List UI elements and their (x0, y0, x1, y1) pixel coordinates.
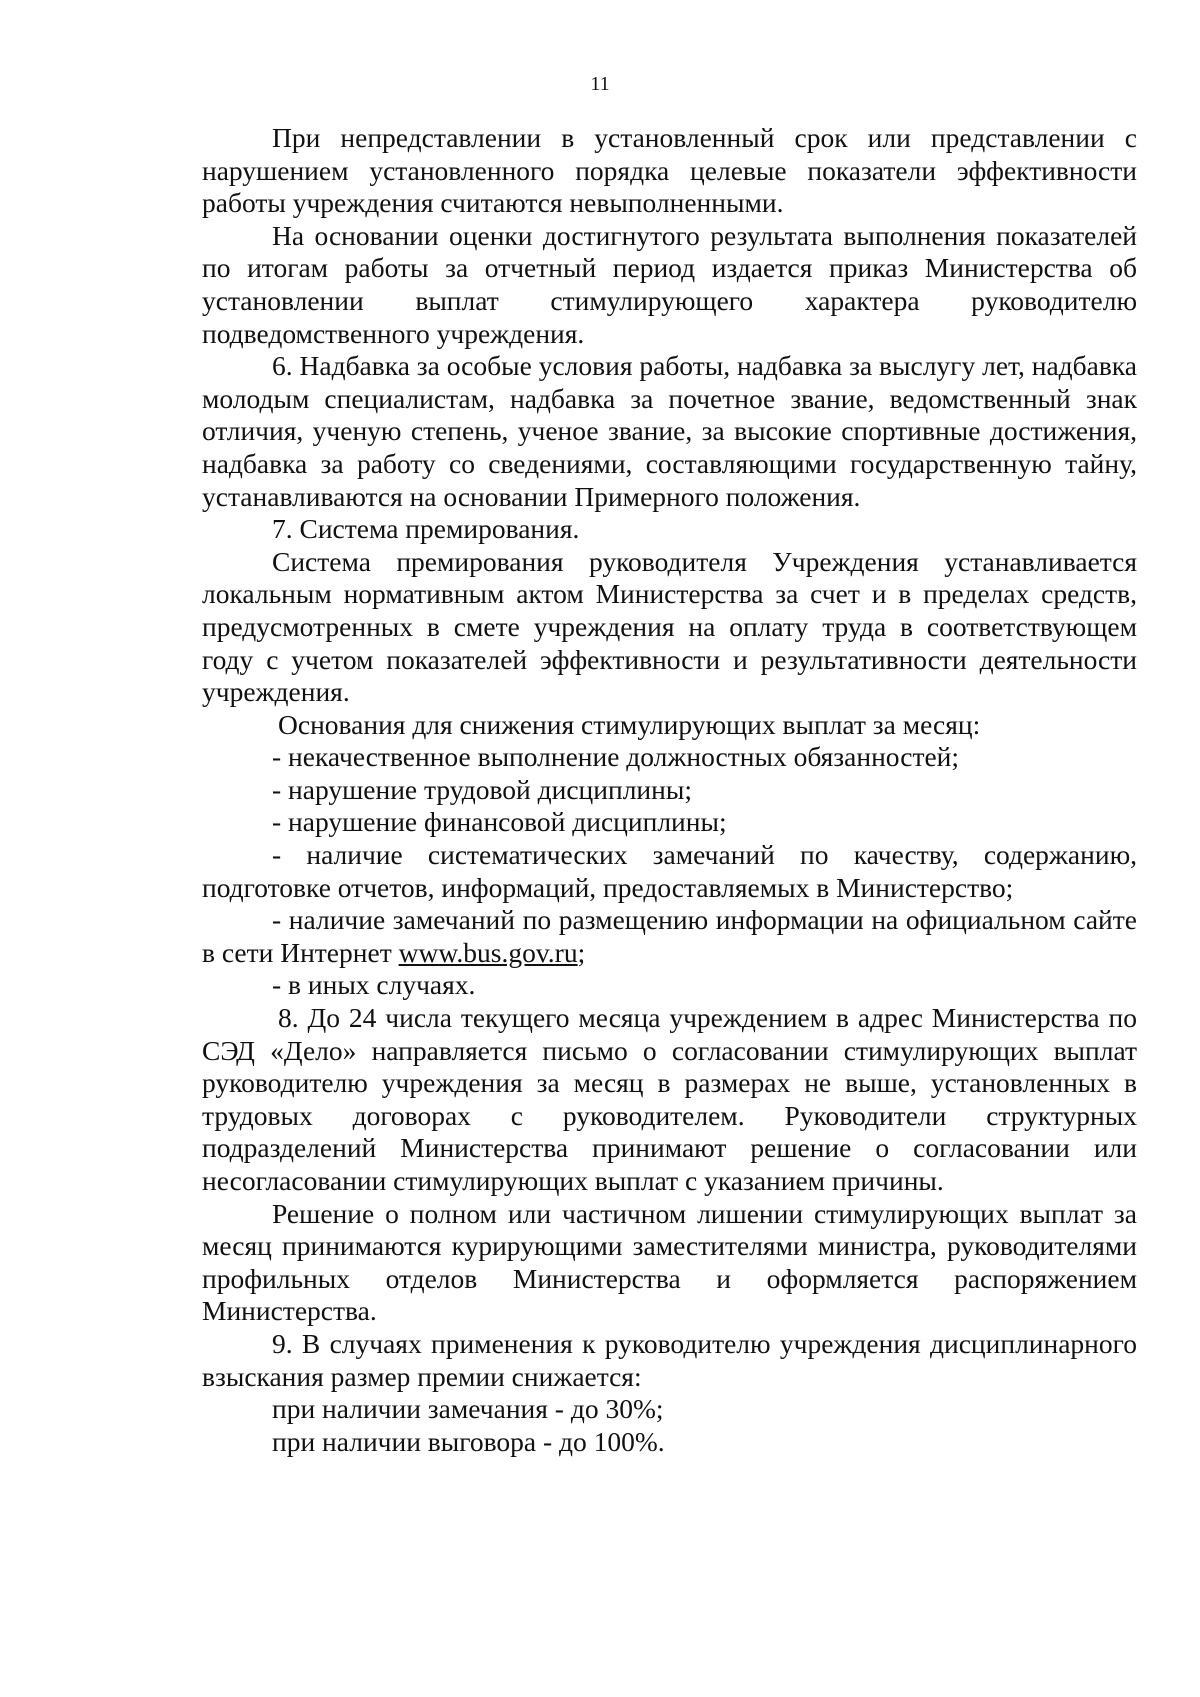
list-item-poor-performance: - некачественное выполнение должностных обязанностей; (272, 741, 960, 773)
document-body (202, 122, 1137, 1458)
list-item-other-cases: - в иных случаях. (272, 969, 476, 1001)
list-item-labor-discipline: - нарушение трудовой дисциплины; (272, 773, 692, 805)
paragraph-deprivation-decision: Решение о полном или частичном лишении стимулирующих выплат за месяц принимаются курирующими заместителями министра, руководителями профильных отделов Министерства и оформляется распоряжением Министерства. (202, 1197, 1137, 1327)
website-remarks-suffix: ; (577, 936, 586, 968)
paragraph-ministry-order: На основании оценки достигнутого результата выполнения показателей по итогам работы за отчетный период издается приказ Министерства об установлении выплат стимулирующего характера руководителю подведомственного учреждения. (202, 219, 1137, 349)
paragraph-reduction-grounds: Основания для снижения стимулирующих выплат за месяц: (278, 708, 981, 740)
paragraph-item-7-heading: 7. Система премирования. (272, 513, 580, 545)
list-item-reprimand-100: при наличии выговора - до 100%. (272, 1425, 665, 1457)
bus-gov-link[interactable]: www.bus.gov.ru (398, 936, 578, 968)
list-item-systematic-remarks: - наличие систематических замечаний по качеству, содержанию, подготовке отчетов, информаций, предоставляемых в Министерство; (202, 839, 1137, 903)
list-item-financial-discipline: - нарушение финансовой дисциплины; (272, 806, 727, 838)
paragraph-item-9-disciplinary: 9. В случаях применения к руководителю учреждения дисциплинарного взыскания размер премии снижается: (202, 1327, 1137, 1392)
list-item-remark-30: при наличии замечания - до 30%; (272, 1393, 664, 1425)
page-number: 11 (590, 73, 610, 95)
paragraph-item-6-allowances: 6. Надбавка за особые условия работы, надбавка за выслугу лет, надбавка молодым специалистам, надбавка за почетное звание, ведомственный знак отличия, ученую степень, ученое звание, за высокие спортивные достижения, надбавка за работу со сведениями, составляющими государственную тайну, устанавливаются на основании Примерного положения. (202, 350, 1137, 512)
paragraph-nonsubmission: При непредставлении в установленный срок или представлении с нарушением установленного порядка целевые показатели эффективности работы учреждения считаются невыполненными. (202, 122, 1137, 219)
paragraph-bonus-system: Система премирования руководителя Учреждения устанавливается локальным нормативным актом Министерства за счет и в пределах средств, предусмотренных в смете учреждения на оплату труда в соответствующем году с учетом показателей эффективности и результативности деятельности учреждения. (202, 545, 1137, 708)
website-remarks-text: - наличие замечаний по размещению информации на официальном сайте в сети Интернет (202, 904, 1137, 968)
paragraph-item-8-approval: 8. До 24 числа текущего месяца учреждением в адрес Министерства по СЭД «Дело» направляется письмо о согласовании стимулирующих выплат руководителю учреждения за месяц в размерах не выше, установленных в трудовых договорах с руководителем. Руководители структурных подразделений Министерства принимают решение о согласовании или несогласовании стимулирующих выплат с указанием причины. (202, 1002, 1137, 1196)
list-item-website-remarks (202, 904, 1137, 969)
